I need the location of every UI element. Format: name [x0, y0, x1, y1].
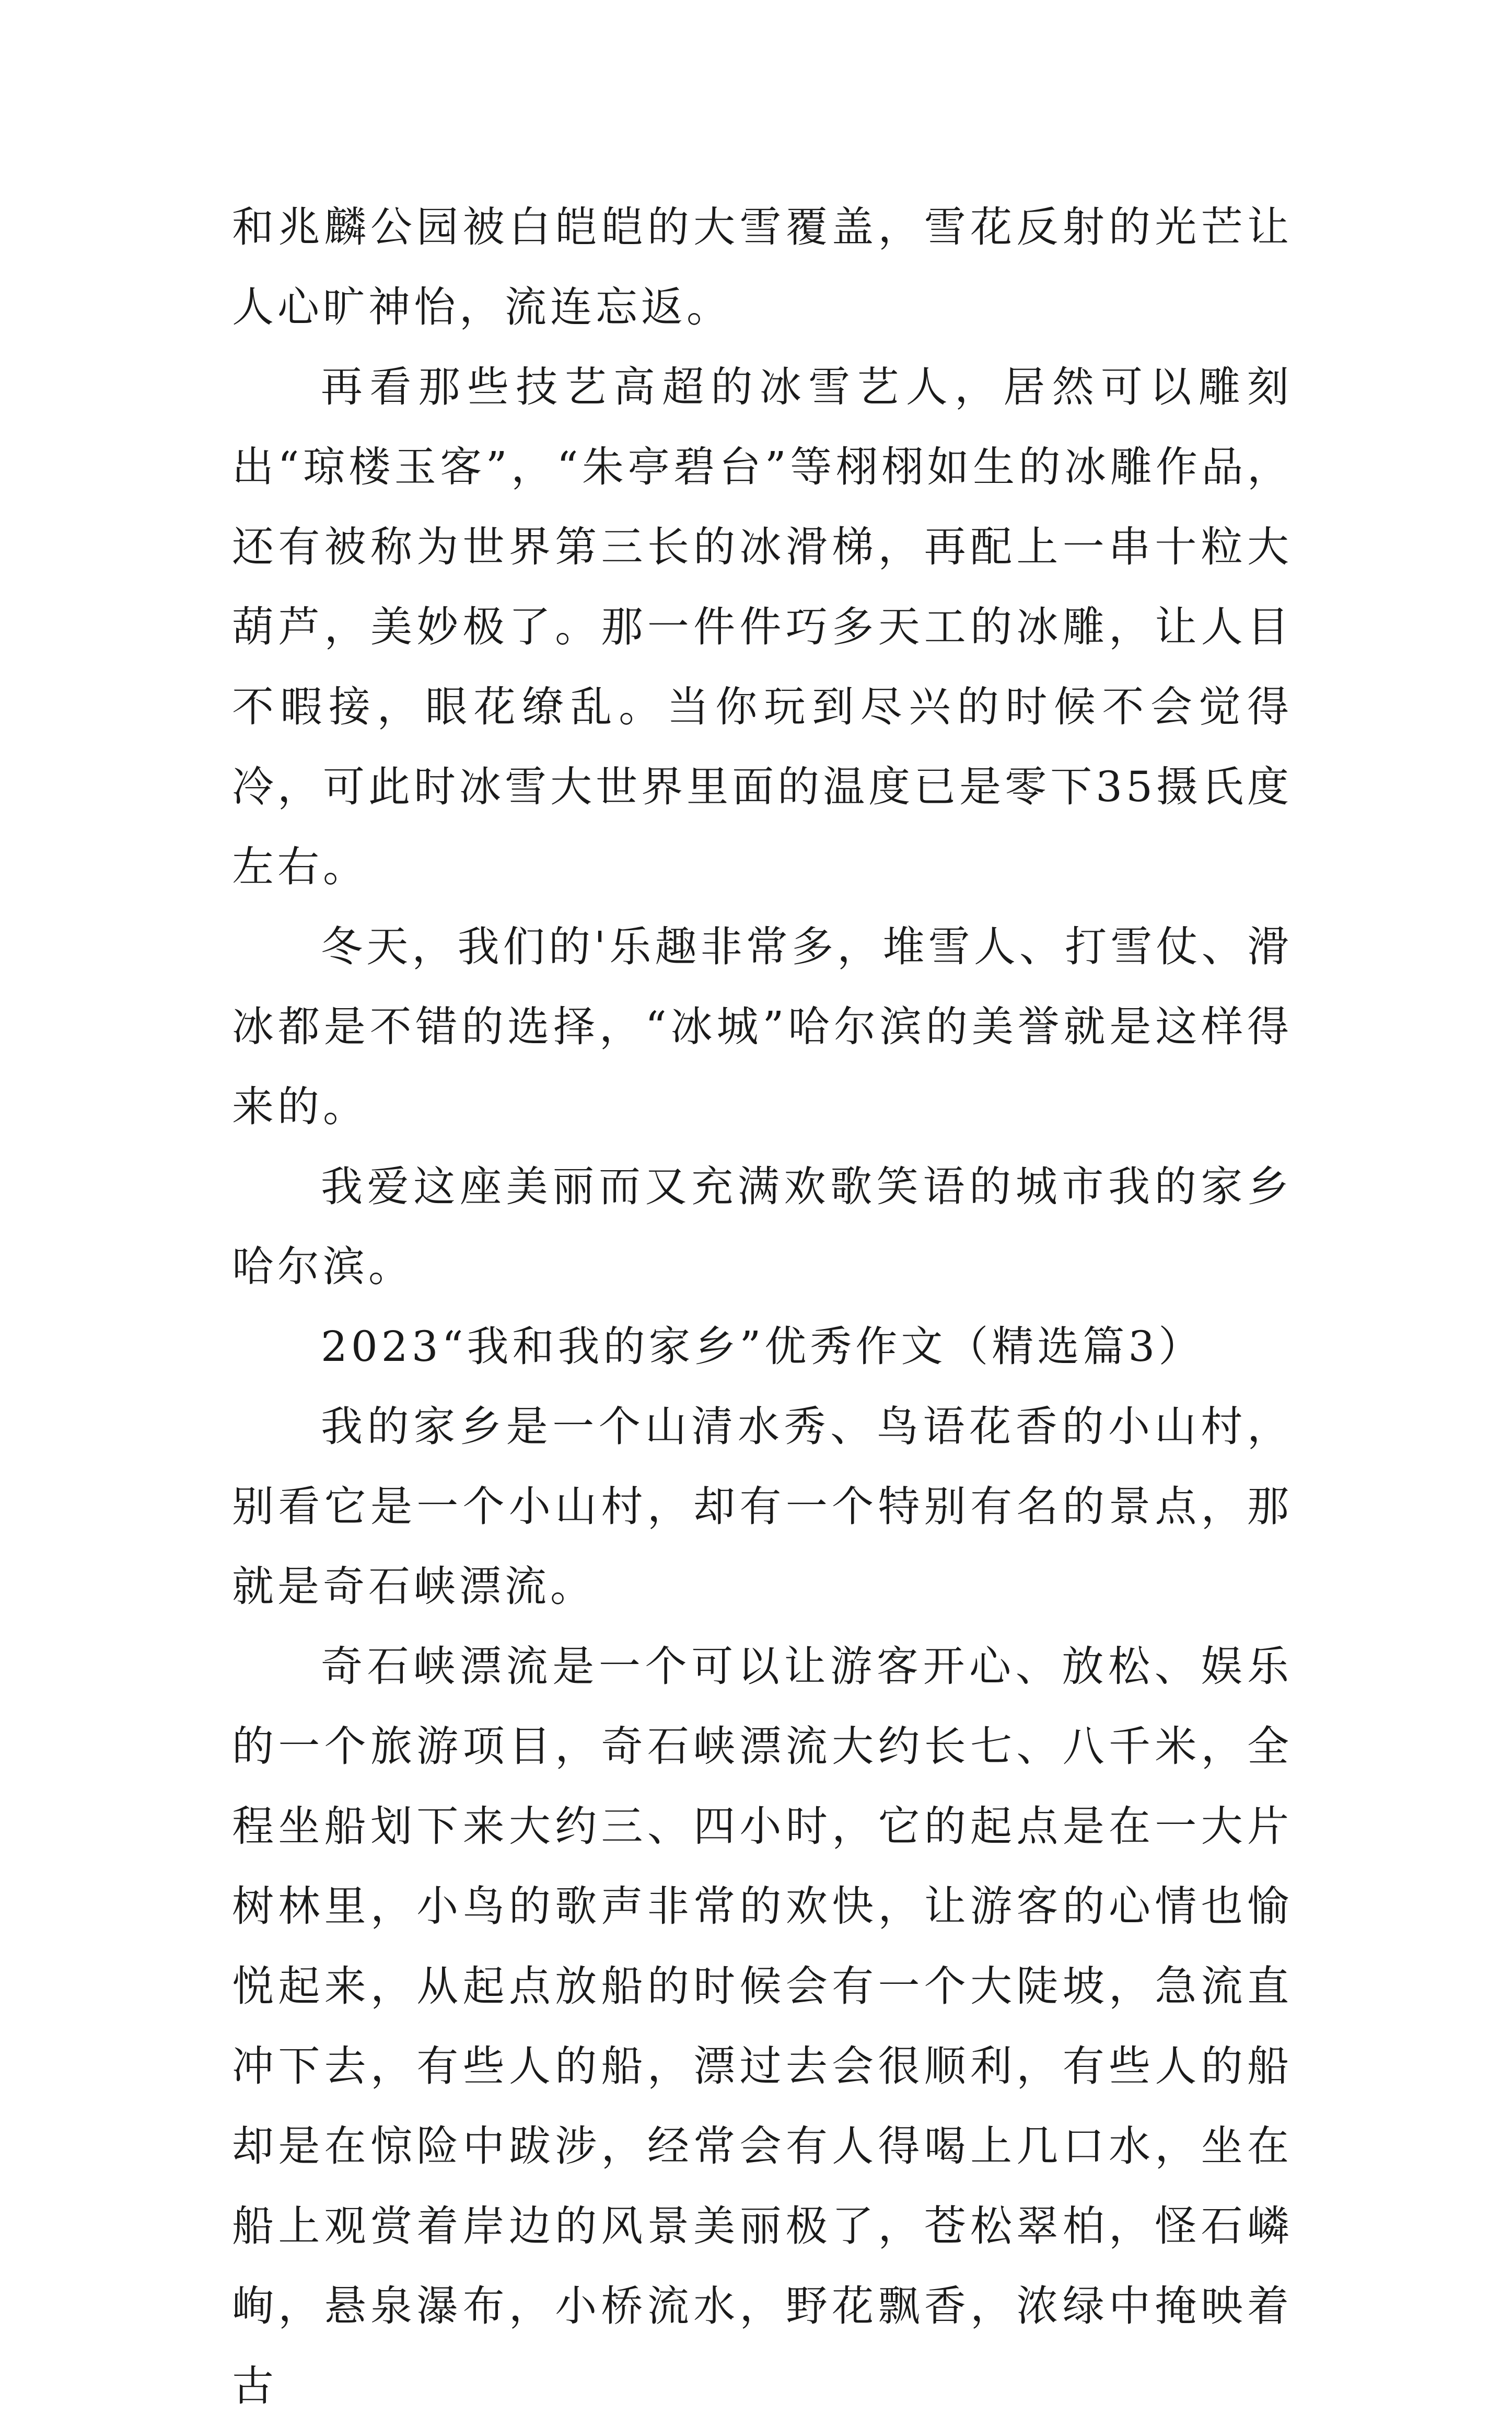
paragraph-rafting: 奇石峡漂流是一个可以让游客开心、放松、娱乐的一个旅游项目，奇石峡漂流大约长七、八千米，全程坐船划下来大约三、四小时，它的起点是在一大片树林里，小鸟的歌声非常的欢快，让游客的心情也愉悦起来，从起点放船的时候会有一个大陡坡，急流直冲下去，有些人的船，漂过去会很顺利，有些人的船却是在惊险中跋涉，经常会有人得喝上几口水，坐在船上观赏着岸边的风景美丽极了，苍松翠柏，怪石嶙峋，悬泉瀑布，小桥流水，野花飘香，浓绿中掩映着古: [232, 1642, 1293, 2410]
paragraph-winter-fun: 冬天，我们的'乐趣非常多，堆雪人、打雪仗、滑冰都是不错的选择，“冰城”哈尔滨的美誉就是这样得来的。: [232, 922, 1293, 1131]
paragraph-hometown-village: 我的家乡是一个山清水秀、鸟语花香的小山村，别看它是一个小山村，却有一个特别有名的景点，那就是奇石峡漂流。: [232, 1402, 1293, 1611]
paragraph-ice-park: 和兆麟公园被白皑皑的大雪覆盖，雪花反射的光芒让人心旷神怡，流连忘返。: [232, 203, 1293, 331]
paragraph-ice-sculptures: 再看那些技艺高超的冰雪艺人，居然可以雕刻出“琼楼玉客”，“朱亭碧台”等栩栩如生的冰雕作品，还有被称为世界第三长的冰滑梯，再配上一串十粒大葫芦，美妙极了。那一件件巧多天工的冰雕，让人目不暇接，眼花缭乱。当你玩到尽兴的时候不会觉得冷，可此时冰雪大世界里面的温度已是零下35摄氏度左右。: [232, 363, 1293, 891]
section-heading-essay-3: 2023“我和我的家乡”优秀作文（精选篇3）: [321, 1322, 1204, 1371]
paragraph-love-harbin: 我爱这座美丽而又充满欢歌笑语的城市我的家乡哈尔滨。: [232, 1162, 1293, 1291]
essay-text-body: [232, 187, 1293, 2426]
